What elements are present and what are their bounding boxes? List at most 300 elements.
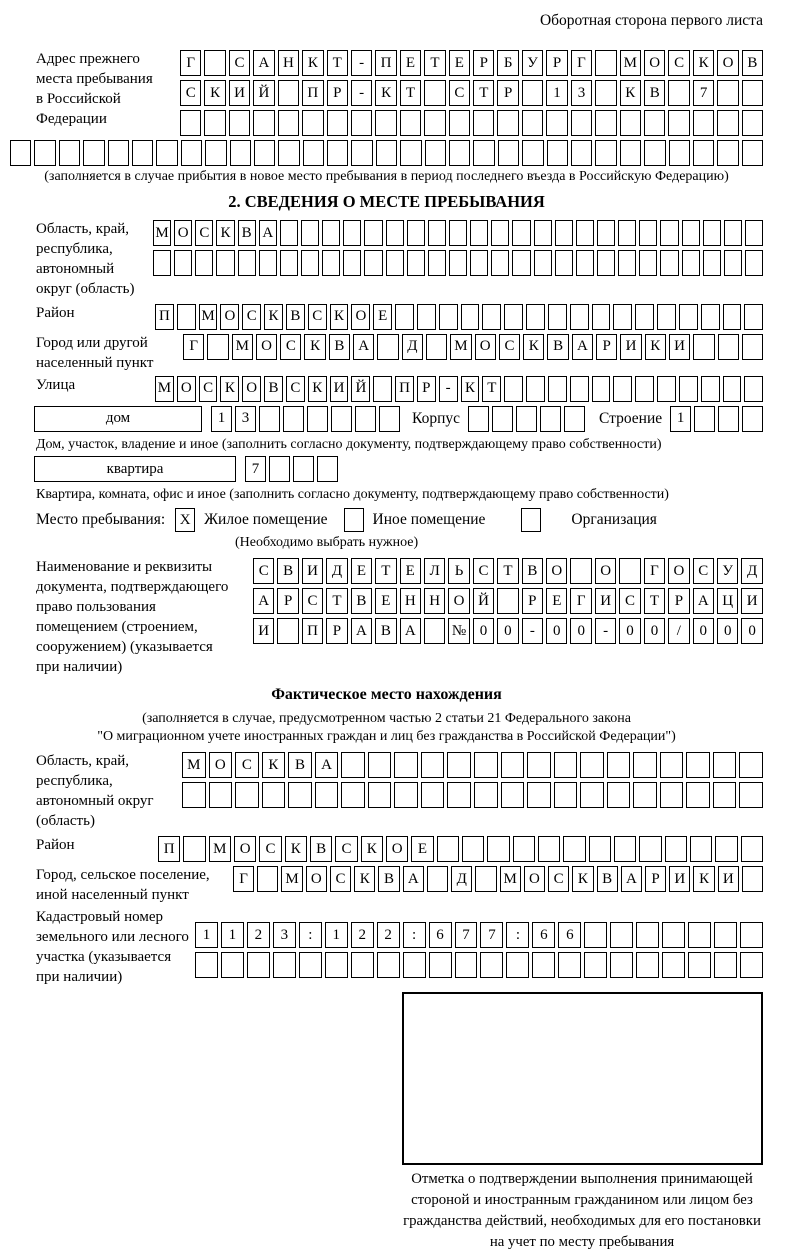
char-box[interactable]: О <box>448 588 469 614</box>
char-box[interactable] <box>589 836 611 862</box>
char-box[interactable] <box>221 952 244 978</box>
char-box[interactable]: Р <box>277 588 298 614</box>
char-box[interactable]: С <box>308 304 327 330</box>
char-box[interactable] <box>660 250 678 276</box>
char-box[interactable]: 0 <box>717 618 738 644</box>
char-box[interactable] <box>717 80 738 106</box>
char-box[interactable]: 1 <box>211 406 232 432</box>
char-box[interactable]: П <box>375 50 396 76</box>
char-box[interactable] <box>522 140 543 166</box>
char-box[interactable] <box>618 220 636 246</box>
char-box[interactable]: К <box>361 836 383 862</box>
char-box[interactable] <box>693 334 714 360</box>
char-box[interactable] <box>534 220 552 246</box>
char-box[interactable]: Т <box>482 376 501 402</box>
char-box[interactable] <box>715 836 737 862</box>
char-box[interactable] <box>657 304 676 330</box>
char-box[interactable]: В <box>597 866 618 892</box>
char-box[interactable] <box>595 110 616 136</box>
char-box[interactable] <box>745 220 763 246</box>
char-box[interactable] <box>426 334 447 360</box>
char-box[interactable] <box>317 456 338 482</box>
char-box[interactable] <box>592 304 611 330</box>
char-box[interactable]: Е <box>400 50 421 76</box>
char-box[interactable] <box>482 304 501 330</box>
char-box[interactable] <box>343 250 361 276</box>
char-box[interactable] <box>424 80 445 106</box>
char-box[interactable]: И <box>330 376 349 402</box>
char-box[interactable] <box>447 752 471 778</box>
char-box[interactable]: : <box>299 922 322 948</box>
char-box[interactable] <box>620 110 641 136</box>
char-box[interactable]: М <box>232 334 253 360</box>
char-box[interactable]: С <box>242 304 261 330</box>
char-box[interactable] <box>355 406 376 432</box>
char-box[interactable] <box>662 922 685 948</box>
char-box[interactable]: И <box>669 334 690 360</box>
char-box[interactable] <box>742 80 763 106</box>
char-box[interactable]: П <box>302 618 323 644</box>
char-box[interactable]: Л <box>424 558 445 584</box>
char-box[interactable] <box>548 304 567 330</box>
char-box[interactable]: И <box>718 866 739 892</box>
char-box[interactable]: О <box>174 220 192 246</box>
char-box[interactable]: О <box>524 866 545 892</box>
char-box[interactable] <box>421 782 445 808</box>
char-box[interactable] <box>563 836 585 862</box>
char-box[interactable] <box>668 80 689 106</box>
char-box[interactable]: М <box>450 334 471 360</box>
char-box[interactable] <box>639 836 661 862</box>
char-box[interactable] <box>238 250 256 276</box>
char-box[interactable]: 2 <box>247 922 270 948</box>
char-box[interactable]: - <box>351 80 372 106</box>
char-box[interactable] <box>301 250 319 276</box>
char-box[interactable]: А <box>253 50 274 76</box>
char-box[interactable] <box>633 752 657 778</box>
char-box[interactable] <box>235 782 259 808</box>
char-box[interactable] <box>690 836 712 862</box>
char-box[interactable]: Т <box>327 50 348 76</box>
char-box[interactable]: В <box>238 220 256 246</box>
checkbox-other-premises[interactable] <box>344 508 364 532</box>
char-box[interactable]: О <box>177 376 196 402</box>
char-box[interactable] <box>83 140 104 166</box>
char-box[interactable] <box>644 110 665 136</box>
char-box[interactable] <box>571 110 592 136</box>
char-box[interactable]: Ц <box>717 588 738 614</box>
char-box[interactable] <box>351 952 374 978</box>
char-box[interactable] <box>303 140 324 166</box>
char-box[interactable]: А <box>351 618 372 644</box>
char-box[interactable]: А <box>353 334 374 360</box>
char-box[interactable]: 7 <box>455 922 478 948</box>
char-box[interactable] <box>487 836 509 862</box>
char-box[interactable]: У <box>522 50 543 76</box>
char-box[interactable] <box>216 250 234 276</box>
char-box[interactable]: 1 <box>221 922 244 948</box>
char-box[interactable] <box>375 110 396 136</box>
char-box[interactable]: Н <box>424 588 445 614</box>
char-box[interactable] <box>740 952 763 978</box>
char-box[interactable] <box>506 952 529 978</box>
char-box[interactable] <box>195 952 218 978</box>
char-box[interactable]: - <box>439 376 458 402</box>
char-box[interactable]: Т <box>497 558 518 584</box>
char-box[interactable] <box>501 782 525 808</box>
char-box[interactable] <box>584 922 607 948</box>
char-box[interactable]: А <box>403 866 424 892</box>
char-box[interactable] <box>570 558 591 584</box>
char-box[interactable] <box>259 250 277 276</box>
char-box[interactable] <box>400 140 421 166</box>
char-box[interactable] <box>315 782 339 808</box>
char-box[interactable] <box>341 752 365 778</box>
char-box[interactable]: П <box>158 836 180 862</box>
char-box[interactable]: К <box>620 80 641 106</box>
char-box[interactable] <box>497 110 518 136</box>
char-box[interactable] <box>635 376 654 402</box>
apartment-number-boxes[interactable] <box>245 456 338 482</box>
char-box[interactable] <box>522 110 543 136</box>
char-box[interactable] <box>723 376 742 402</box>
char-box[interactable]: В <box>277 558 298 584</box>
char-box[interactable] <box>613 376 632 402</box>
char-box[interactable]: В <box>264 376 283 402</box>
char-box[interactable]: О <box>668 558 689 584</box>
char-box[interactable]: К <box>572 866 593 892</box>
char-box[interactable] <box>377 952 400 978</box>
char-box[interactable]: В <box>288 752 312 778</box>
char-box[interactable] <box>278 110 299 136</box>
char-box[interactable] <box>377 334 398 360</box>
char-box[interactable]: Е <box>400 558 421 584</box>
char-box[interactable]: Д <box>402 334 423 360</box>
char-box[interactable]: В <box>742 50 763 76</box>
char-box[interactable] <box>614 836 636 862</box>
char-box[interactable]: К <box>461 376 480 402</box>
char-box[interactable] <box>526 376 545 402</box>
char-box[interactable] <box>108 140 129 166</box>
char-box[interactable]: 0 <box>570 618 591 644</box>
char-box[interactable] <box>209 782 233 808</box>
char-box[interactable] <box>278 140 299 166</box>
char-box[interactable]: 6 <box>532 922 555 948</box>
char-box[interactable] <box>703 250 721 276</box>
char-box[interactable] <box>607 752 631 778</box>
char-box[interactable] <box>254 140 275 166</box>
char-box[interactable] <box>439 304 458 330</box>
char-box[interactable]: К <box>523 334 544 360</box>
char-box[interactable]: 0 <box>644 618 665 644</box>
char-box[interactable] <box>693 110 714 136</box>
char-box[interactable] <box>468 406 489 432</box>
char-box[interactable] <box>497 588 518 614</box>
char-box[interactable]: К <box>693 866 714 892</box>
char-box[interactable] <box>580 752 604 778</box>
char-box[interactable]: К <box>302 50 323 76</box>
char-box[interactable]: С <box>335 836 357 862</box>
char-box[interactable]: С <box>619 588 640 614</box>
char-box[interactable] <box>744 376 763 402</box>
char-box[interactable]: 0 <box>497 618 518 644</box>
char-box[interactable] <box>703 220 721 246</box>
char-box[interactable]: 2 <box>351 922 374 948</box>
char-row[interactable] <box>182 752 763 778</box>
char-box[interactable] <box>10 140 31 166</box>
char-box[interactable]: О <box>234 836 256 862</box>
char-box[interactable] <box>576 220 594 246</box>
char-box[interactable]: Й <box>473 588 494 614</box>
char-box[interactable] <box>373 376 392 402</box>
char-box[interactable] <box>548 376 567 402</box>
char-row[interactable] <box>253 618 763 644</box>
char-box[interactable]: Д <box>741 558 762 584</box>
char-box[interactable] <box>526 304 545 330</box>
char-box[interactable]: В <box>375 618 396 644</box>
char-box[interactable] <box>341 782 365 808</box>
char-box[interactable] <box>742 866 763 892</box>
char-box[interactable] <box>714 922 737 948</box>
char-box[interactable] <box>639 250 657 276</box>
char-box[interactable]: Р <box>497 80 518 106</box>
char-box[interactable]: А <box>259 220 277 246</box>
char-box[interactable] <box>635 304 654 330</box>
char-box[interactable]: Е <box>546 588 567 614</box>
char-box[interactable] <box>570 376 589 402</box>
char-box[interactable]: Й <box>351 376 370 402</box>
char-box[interactable] <box>713 782 737 808</box>
char-box[interactable]: Т <box>326 588 347 614</box>
char-box[interactable] <box>633 782 657 808</box>
char-box[interactable] <box>512 220 530 246</box>
char-row[interactable] <box>180 110 763 136</box>
char-box[interactable]: 1 <box>546 80 567 106</box>
char-box[interactable]: - <box>522 618 543 644</box>
char-box[interactable] <box>253 110 274 136</box>
char-box[interactable] <box>247 952 270 978</box>
char-box[interactable]: 0 <box>546 618 567 644</box>
char-box[interactable]: К <box>220 376 239 402</box>
char-box[interactable] <box>449 220 467 246</box>
char-box[interactable]: В <box>378 866 399 892</box>
char-box[interactable]: О <box>644 50 665 76</box>
char-box[interactable] <box>394 782 418 808</box>
char-box[interactable]: П <box>155 304 174 330</box>
char-box[interactable]: 3 <box>571 80 592 106</box>
char-box[interactable] <box>660 220 678 246</box>
char-box[interactable] <box>584 952 607 978</box>
char-box[interactable] <box>717 110 738 136</box>
char-box[interactable] <box>428 250 446 276</box>
char-box[interactable]: М <box>500 866 521 892</box>
char-box[interactable] <box>180 110 201 136</box>
char-box[interactable]: И <box>253 618 274 644</box>
char-box[interactable] <box>619 558 640 584</box>
char-box[interactable]: Б <box>497 50 518 76</box>
char-row[interactable] <box>253 588 763 614</box>
char-box[interactable]: М <box>199 304 218 330</box>
char-box[interactable]: С <box>259 836 281 862</box>
char-box[interactable] <box>576 250 594 276</box>
char-box[interactable] <box>273 952 296 978</box>
char-box[interactable] <box>395 304 414 330</box>
char-box[interactable] <box>657 376 676 402</box>
char-box[interactable] <box>717 140 738 166</box>
char-box[interactable]: Д <box>451 866 472 892</box>
char-box[interactable] <box>280 250 298 276</box>
char-box[interactable] <box>492 406 513 432</box>
char-box[interactable] <box>688 922 711 948</box>
char-box[interactable] <box>364 250 382 276</box>
char-box[interactable] <box>639 220 657 246</box>
char-box[interactable] <box>636 922 659 948</box>
char-box[interactable] <box>325 952 348 978</box>
char-box[interactable] <box>610 922 633 948</box>
stroenie-boxes[interactable] <box>670 406 763 432</box>
char-box[interactable]: О <box>209 752 233 778</box>
char-box[interactable] <box>714 952 737 978</box>
char-box[interactable] <box>498 140 519 166</box>
char-box[interactable] <box>280 220 298 246</box>
char-box[interactable] <box>718 334 739 360</box>
char-box[interactable] <box>742 140 763 166</box>
char-box[interactable] <box>718 406 739 432</box>
char-box[interactable] <box>437 836 459 862</box>
char-box[interactable] <box>428 220 446 246</box>
char-box[interactable] <box>475 866 496 892</box>
char-box[interactable]: 3 <box>273 922 296 948</box>
char-box[interactable] <box>386 250 404 276</box>
char-row[interactable] <box>180 80 763 106</box>
char-box[interactable] <box>262 782 286 808</box>
char-box[interactable]: С <box>199 376 218 402</box>
char-box[interactable] <box>204 110 225 136</box>
char-box[interactable] <box>473 110 494 136</box>
char-box[interactable] <box>571 140 592 166</box>
char-box[interactable]: Т <box>400 80 421 106</box>
char-box[interactable]: С <box>286 376 305 402</box>
char-box[interactable] <box>618 250 636 276</box>
char-row[interactable] <box>155 304 763 330</box>
char-box[interactable] <box>449 110 470 136</box>
char-box[interactable] <box>688 952 711 978</box>
char-box[interactable]: В <box>547 334 568 360</box>
char-box[interactable] <box>259 406 280 432</box>
char-box[interactable]: А <box>400 618 421 644</box>
char-box[interactable] <box>512 250 530 276</box>
char-box[interactable] <box>301 220 319 246</box>
char-box[interactable]: О <box>242 376 261 402</box>
char-box[interactable] <box>307 406 328 432</box>
char-box[interactable]: Г <box>570 588 591 614</box>
char-box[interactable] <box>205 140 226 166</box>
char-box[interactable]: И <box>669 866 690 892</box>
house-number-boxes[interactable] <box>211 406 400 432</box>
char-box[interactable]: - <box>595 618 616 644</box>
char-box[interactable] <box>327 110 348 136</box>
char-box[interactable]: К <box>262 752 286 778</box>
char-box[interactable] <box>693 140 714 166</box>
char-box[interactable] <box>407 250 425 276</box>
char-box[interactable]: С <box>473 558 494 584</box>
char-box[interactable]: С <box>330 866 351 892</box>
char-box[interactable]: М <box>620 50 641 76</box>
char-box[interactable] <box>424 618 445 644</box>
char-row[interactable] <box>195 952 763 978</box>
char-box[interactable]: К <box>304 334 325 360</box>
char-box[interactable] <box>421 752 445 778</box>
char-box[interactable] <box>547 140 568 166</box>
char-box[interactable] <box>610 952 633 978</box>
char-box[interactable]: О <box>386 836 408 862</box>
char-box[interactable]: Р <box>596 334 617 360</box>
char-box[interactable] <box>429 952 452 978</box>
char-box[interactable]: А <box>253 588 274 614</box>
char-box[interactable] <box>713 752 737 778</box>
char-box[interactable] <box>182 782 206 808</box>
char-box[interactable] <box>669 140 690 166</box>
char-box[interactable]: Ь <box>448 558 469 584</box>
char-box[interactable] <box>455 952 478 978</box>
char-box[interactable]: К <box>354 866 375 892</box>
char-box[interactable]: К <box>693 50 714 76</box>
char-box[interactable]: Е <box>375 588 396 614</box>
char-box[interactable] <box>425 140 446 166</box>
char-box[interactable]: Е <box>411 836 433 862</box>
char-box[interactable]: Е <box>351 558 372 584</box>
char-box[interactable]: М <box>153 220 171 246</box>
char-box[interactable] <box>668 110 689 136</box>
char-row[interactable] <box>158 836 763 862</box>
char-box[interactable]: Р <box>546 50 567 76</box>
char-box[interactable]: М <box>281 866 302 892</box>
char-box[interactable] <box>470 250 488 276</box>
char-box[interactable]: С <box>280 334 301 360</box>
char-box[interactable]: К <box>330 304 349 330</box>
char-box[interactable]: 0 <box>741 618 762 644</box>
char-box[interactable] <box>592 376 611 402</box>
char-box[interactable] <box>745 250 763 276</box>
char-box[interactable]: 3 <box>235 406 256 432</box>
char-box[interactable] <box>461 304 480 330</box>
char-box[interactable] <box>513 836 535 862</box>
char-box[interactable]: И <box>741 588 762 614</box>
char-box[interactable]: О <box>351 304 370 330</box>
char-box[interactable] <box>564 406 585 432</box>
char-box[interactable]: В <box>644 80 665 106</box>
char-box[interactable] <box>293 456 314 482</box>
char-box[interactable]: Т <box>375 558 396 584</box>
char-box[interactable] <box>636 952 659 978</box>
char-box[interactable] <box>322 220 340 246</box>
char-box[interactable] <box>449 250 467 276</box>
korpus-boxes[interactable] <box>468 406 585 432</box>
char-box[interactable]: Р <box>645 866 666 892</box>
char-box[interactable]: Г <box>180 50 201 76</box>
char-box[interactable] <box>546 110 567 136</box>
char-box[interactable]: Е <box>449 50 470 76</box>
char-box[interactable] <box>364 220 382 246</box>
char-box[interactable] <box>447 782 471 808</box>
char-box[interactable]: В <box>351 588 372 614</box>
char-box[interactable] <box>181 140 202 166</box>
char-box[interactable] <box>269 456 290 482</box>
char-box[interactable] <box>555 220 573 246</box>
char-box[interactable]: В <box>286 304 305 330</box>
char-box[interactable]: М <box>155 376 174 402</box>
char-box[interactable]: А <box>621 866 642 892</box>
